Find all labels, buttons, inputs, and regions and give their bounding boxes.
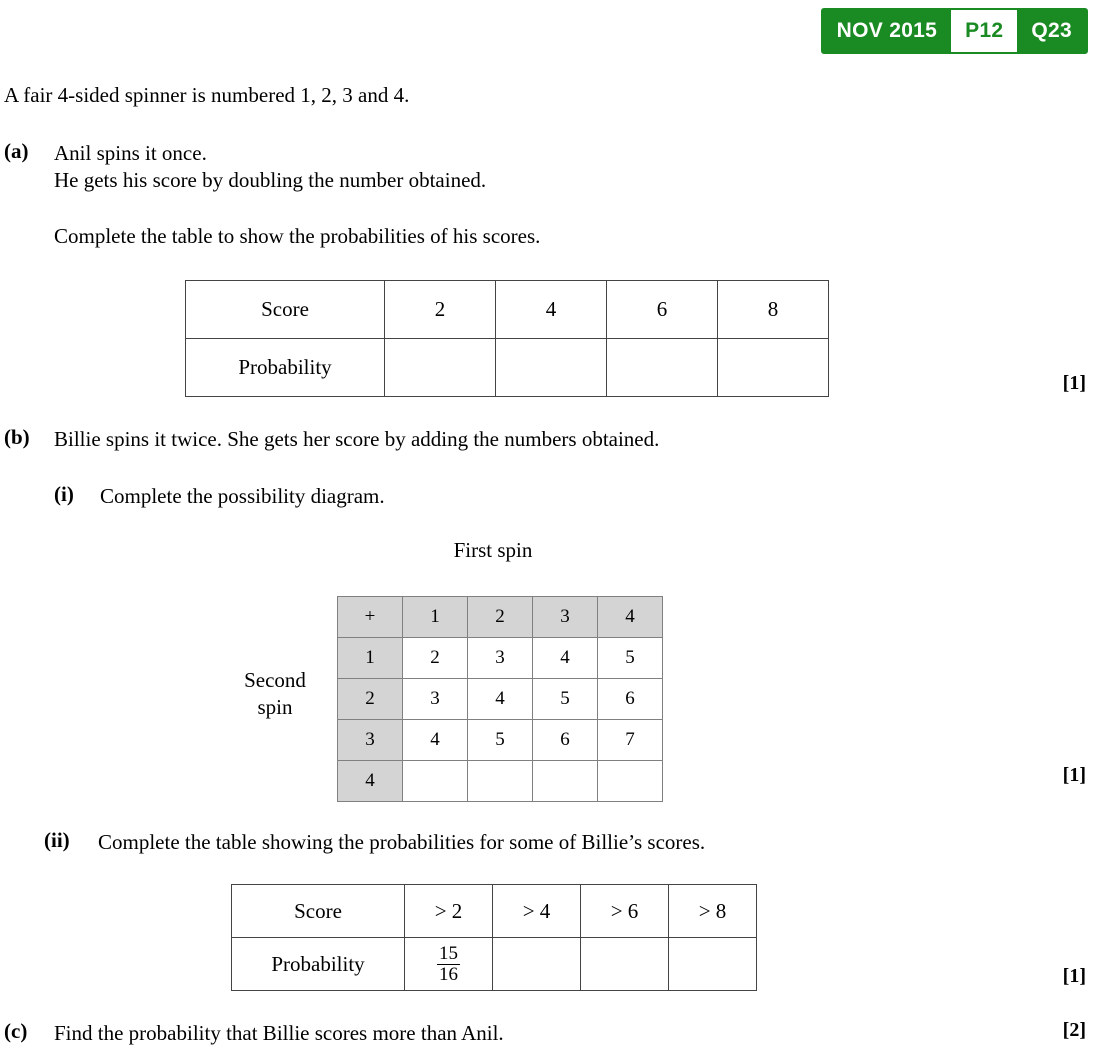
part-b-ii-text: Complete the table showing the probabilities for some of Billie’s scores.: [98, 830, 706, 854]
possibility-cell-r1c1[interactable]: 2: [403, 638, 468, 679]
probability-cell-3[interactable]: [607, 339, 718, 397]
part-b-i-label: (i): [54, 482, 74, 506]
table-row: [186, 339, 829, 397]
second-spin-label-line1: Second: [244, 668, 306, 692]
probability-range-cell-4[interactable]: [669, 938, 757, 991]
part-a-line2: He gets his score by doubling the number obtained.: [54, 168, 487, 192]
question-reference-badge: [821, 8, 1088, 54]
part-b-i-marks: [1]: [1062, 764, 1086, 786]
part-b-label: (b): [4, 425, 30, 449]
col-header-1: 1: [403, 597, 468, 638]
part-b-line1: Billie spins it twice. She gets her score by adding the numbers obtained.: [54, 427, 660, 451]
row-header-score-2: Score: [232, 885, 405, 938]
possibility-cell-r2c2[interactable]: 4: [468, 679, 533, 720]
possibility-cell-r3c4[interactable]: 7: [598, 720, 663, 761]
part-c-text: Find the probability that Billie scores more than Anil.: [54, 1021, 504, 1045]
table-row: [338, 679, 663, 720]
part-b-ii-marks: [1]: [1062, 965, 1086, 987]
row-header-probability: Probability: [186, 339, 385, 397]
part-a-score-table: [185, 280, 829, 397]
col-header-2: 2: [468, 597, 533, 638]
table-row: [338, 638, 663, 679]
table-row: [338, 597, 663, 638]
first-spin-label: First spin: [453, 538, 533, 562]
part-b-ii-label: (ii): [44, 828, 70, 852]
table-row: [232, 885, 757, 938]
part-b-i-text: Complete the possibility diagram.: [100, 484, 385, 508]
table-row: [232, 938, 757, 991]
possibility-cell-r1c4[interactable]: 5: [598, 638, 663, 679]
row-header-3: 3: [338, 720, 403, 761]
possibility-cell-r2c4[interactable]: 6: [598, 679, 663, 720]
part-a-marks: [1]: [1062, 372, 1086, 394]
probability-cell-4[interactable]: [718, 339, 829, 397]
probability-range-cell-1[interactable]: [405, 938, 493, 991]
possibility-cell-r1c3[interactable]: 4: [533, 638, 598, 679]
table-row: [338, 720, 663, 761]
possibility-cell-r3c3[interactable]: 6: [533, 720, 598, 761]
fraction-numerator: 15: [439, 942, 458, 964]
possibility-cell-r1c2[interactable]: 3: [468, 638, 533, 679]
col-header-3: 3: [533, 597, 598, 638]
badge-session: NOV 2015: [836, 19, 938, 42]
possibility-cell-r2c3[interactable]: 5: [533, 679, 598, 720]
col-header-4: 4: [598, 597, 663, 638]
question-stem: A fair 4-sided spinner is numbered 1, 2, 3 and 4.: [4, 83, 410, 107]
second-spin-label: [200, 667, 350, 721]
part-b-ii-score-table: [231, 884, 757, 991]
score-range-cell-3: > 6: [581, 885, 669, 938]
part-c-label: (c): [4, 1019, 28, 1043]
fraction-denominator: 16: [439, 963, 458, 985]
probability-range-cell-2[interactable]: [493, 938, 581, 991]
badge-question-number: Q23: [1031, 19, 1072, 42]
row-header-4: 4: [338, 761, 403, 802]
row-header-score: Score: [186, 281, 385, 339]
score-cell-3: 6: [607, 281, 718, 339]
probability-range-cell-3[interactable]: [581, 938, 669, 991]
part-a-line1: Anil spins it once.: [54, 141, 207, 165]
score-cell-2: 4: [496, 281, 607, 339]
probability-cell-1[interactable]: [385, 339, 496, 397]
possibility-cell-r4c1[interactable]: [403, 761, 468, 802]
badge-paper: P12: [951, 10, 1017, 52]
possibility-diagram: [337, 596, 663, 802]
second-spin-label-line2: spin: [257, 695, 293, 719]
row-header-probability-2: Probability: [232, 938, 405, 991]
fraction-1: [437, 944, 460, 985]
score-cell-4: 8: [718, 281, 829, 339]
part-a-line3: Complete the table to show the probabilities of his scores.: [54, 224, 541, 248]
part-a-label: (a): [4, 139, 29, 163]
possibility-cell-r4c3[interactable]: [533, 761, 598, 802]
possibility-cell-r4c4[interactable]: [598, 761, 663, 802]
row-header-2: 2: [338, 679, 403, 720]
score-range-cell-4: > 8: [669, 885, 757, 938]
row-header-1: 1: [338, 638, 403, 679]
score-range-cell-1: > 2: [405, 885, 493, 938]
possibility-cell-r3c2[interactable]: 5: [468, 720, 533, 761]
table-row: [338, 761, 663, 802]
score-range-cell-2: > 4: [493, 885, 581, 938]
table-row: [186, 281, 829, 339]
possibility-cell-r2c1[interactable]: 3: [403, 679, 468, 720]
score-cell-1: 2: [385, 281, 496, 339]
probability-cell-2[interactable]: [496, 339, 607, 397]
part-c-marks: [2]: [1062, 1019, 1086, 1041]
possibility-cell-r3c1[interactable]: 4: [403, 720, 468, 761]
possibility-operator: +: [338, 597, 403, 638]
possibility-cell-r4c2[interactable]: [468, 761, 533, 802]
